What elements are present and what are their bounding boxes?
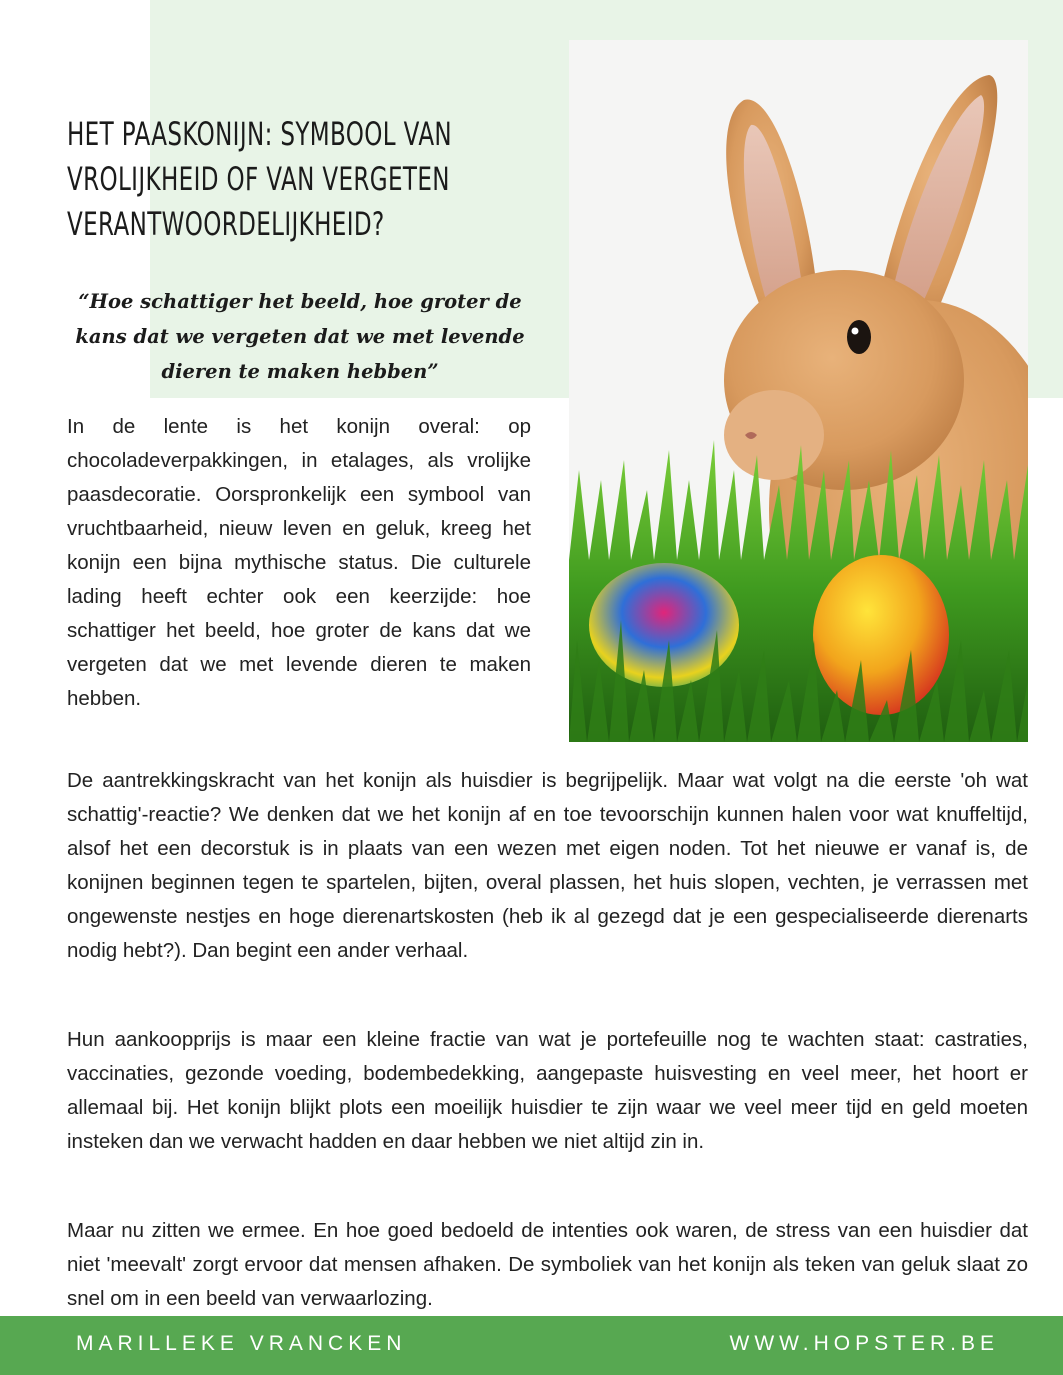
easter-bunny-photo [569, 40, 1028, 742]
footer-website-link[interactable]: WWW.HOPSTER.BE [729, 1332, 999, 1355]
body-paragraph-1: De aantrekkingskracht van het konijn als huisdier is begrijpelijk. Maar wat volgt na die eerste 'oh wat schattig'-reactie? We denken dat we het konijn af en toe tevoorschijn kunnen halen voor wat knuffeltijd, alsof het een decorstuk is in plaats van een wezen met eigen noden. Tot het nieuwe er vanaf is, de konijnen beginnen tegen te spartelen, bijten, overal plassen, het huis slopen, vechten, je verrassen met ongewenste nestjes en hoge dierenartskosten (heb ik al gezegd dat je een gespecialiseerde dierenarts nodig hebt?). Dan begint een ander verhaal. [67, 769, 1028, 962]
body-paragraph-3: Maar nu zitten we ermee. En hoe goed bedoeld de intenties ook waren, de stress van een huisdier dat niet 'meevalt' zorgt ervoor dat mensen afhaken. De symboliek van het konijn als teken van geluk slaat zo snel om in een beeld van verwaarlozing. [67, 1219, 1028, 1310]
body-paragraph-2: Hun aankoopprijs is maar een kleine fractie van wat je portefeuille nog te wachten staat: castraties, vaccinaties, gezonde voeding, bodembedekking, aangepaste huisvesting en veel meer, het hoort er allemaal bij. Het konijn blijkt plots een moeilijk huisdier te zijn waar we veel meer tijd en geld moeten insteken dan we verwacht hadden en daar hebben we niet altijd zin in. [67, 1028, 1028, 1153]
pull-quote: “Hoe schattiger het beeld, hoe groter de kans dat we vergeten dat we met levende dieren te maken hebben” [75, 290, 525, 383]
footer-author: MARILLEKE VRANCKEN [76, 1332, 407, 1355]
article-title: HET PAASKONIJN: SYMBOOL VAN VROLIJKHEID OF VAN VERGETEN VERANTWOORDELIJKHEID? [67, 115, 453, 243]
footer-bar [0, 1316, 1063, 1375]
intro-paragraph: In de lente is het konijn overal: op chocoladeverpakkingen, in etalages, als vrolijke paasdecoratie. Oorspronkelijk een symbool van vruchtbaarheid, nieuw leven en geluk, kreeg het konijn een bijna mythische status. Die culturele lading heeft echter ook een keerzijde: hoe schattiger het beeld, hoe groter de kans dat we vergeten dat we met levende dieren te maken hebben. [67, 415, 531, 710]
bunny-illustration [569, 40, 1028, 742]
